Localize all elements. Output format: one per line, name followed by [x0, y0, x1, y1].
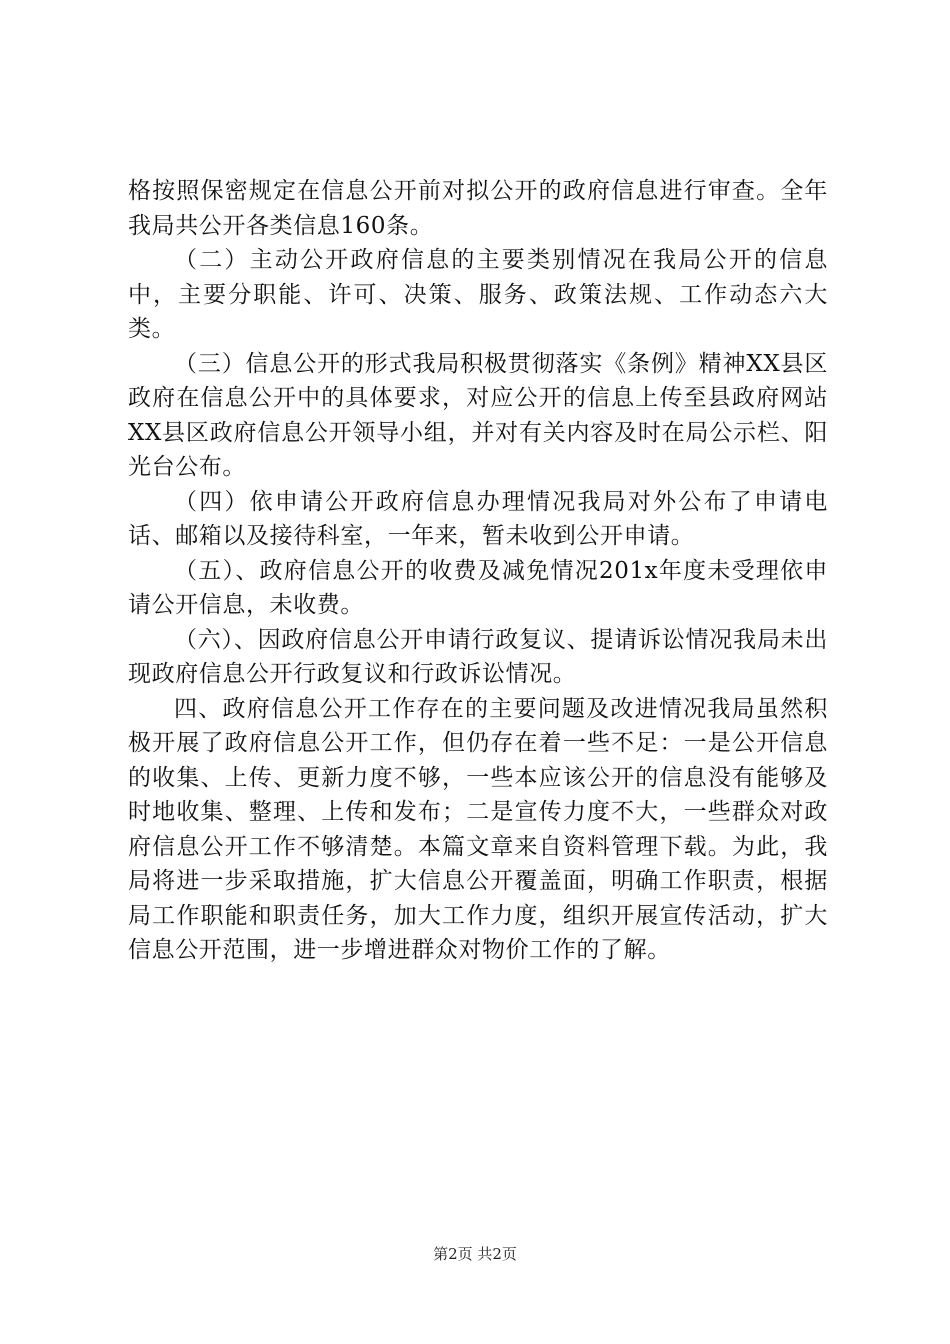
- document-body: [128, 174, 828, 968]
- paragraph-section-2: （二）主动公开政府信息的主要类别情况在我局公开的信息中，主要分职能、许可、决策、服务、政策法规、工作动态六大类。: [128, 247, 828, 342]
- paragraph-section-4: （四）依申请公开政府信息办理情况我局对外公布了申请电话、邮箱以及接待科室，一年来，暂未收到公开申请。: [128, 488, 828, 549]
- paragraph-continuation: 格按照保密规定在信息公开前对拟公开的政府信息进行审查。全年我局共公开各类信息160条。: [128, 178, 828, 239]
- paragraph-problems-improvements: 四、政府信息公开工作存在的主要问题及改进情况我局虽然积极开展了政府信息公开工作，但仍存在着一些不足：一是公开信息的收集、上传、更新力度不够，一些本应该公开的信息没有能够及时地收集、整理、上传和发布；二是宣传力度不大，一些群众对政府信息公开工作不够清楚。本篇文章来自资料管理下载。为此，我局将进一步采取措施，扩大信息公开覆盖面，明确工作职责，根据局工作职能和职责任务，加大工作力度，组织开展宣传活动，扩大信息公开范围，进一步增进群众对物价工作的了解。: [128, 695, 828, 963]
- paragraph-section-5: （五）、政府信息公开的收费及减免情况201x年度未受理依申请公开信息，未收费。: [128, 557, 828, 618]
- paragraph-section-6: （六）、因政府信息公开申请行政复议、提请诉讼情况我局未出现政府信息公开行政复议和行政诉讼情况。: [128, 626, 828, 687]
- paragraph-section-3: （三）信息公开的形式我局积极贯彻落实《条例》精神XX县区政府在信息公开中的具体要求，对应公开的信息上传至县政府网站XX县区政府信息公开领导小组，并对有关内容及时在局公示栏、阳光台公布。: [128, 350, 828, 480]
- page-number-footer: 第2页 共2页: [433, 1245, 517, 1263]
